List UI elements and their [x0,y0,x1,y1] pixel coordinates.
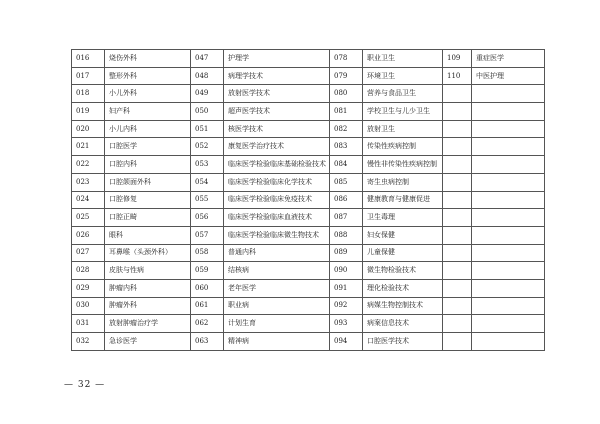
specialty-code-cell: 055 [191,191,224,209]
specialty-name-cell: 口腔医学技术 [363,333,443,351]
specialty-name-cell: 健康教育与健康促进 [363,191,443,209]
specialty-name-cell: 精神病 [224,333,330,351]
specialty-code-cell [443,191,472,209]
specialty-name-cell: 临床医学检验临床免疫技术 [224,191,330,209]
specialty-code-cell: 078 [330,50,363,68]
specialty-name-cell: 超声医学技术 [224,103,330,121]
specialty-code-cell: 056 [191,209,224,227]
specialty-name-cell: 普通内科 [224,244,330,262]
specialty-code-cell [443,244,472,262]
specialty-name-cell: 职业卫生 [363,50,443,68]
page-number: — 32 — [64,380,106,390]
specialty-name-cell: 放射医学技术 [224,85,330,103]
specialty-code-cell: 021 [72,138,105,156]
table-row [72,333,545,351]
specialty-code-cell: 028 [72,262,105,280]
table-row [72,173,545,191]
specialty-name-cell [472,244,545,262]
table-row [72,226,545,244]
table-row [72,262,545,280]
specialty-code-cell: 031 [72,315,105,333]
specialty-code-cell: 059 [191,262,224,280]
specialty-code-cell [443,156,472,174]
specialty-code-cell: 025 [72,209,105,227]
specialty-code-cell: 050 [191,103,224,121]
specialty-code-cell [443,297,472,315]
specialty-table-container [71,49,545,351]
table-row [72,138,545,156]
specialty-code-cell: 085 [330,173,363,191]
specialty-code-cell: 110 [443,67,472,85]
specialty-code-cell [443,333,472,351]
specialty-code-cell [443,103,472,121]
table-row [72,315,545,333]
specialty-name-cell: 口腔颌面外科 [105,173,191,191]
specialty-code-cell: 052 [191,138,224,156]
specialty-name-cell: 小儿外科 [105,85,191,103]
specialty-code-cell [443,85,472,103]
specialty-code-cell: 087 [330,209,363,227]
specialty-code-cell: 047 [191,50,224,68]
specialty-code-cell: 109 [443,50,472,68]
specialty-name-cell: 学校卫生与儿少卫生 [363,103,443,121]
specialty-name-cell: 职业病 [224,297,330,315]
table-row [72,156,545,174]
specialty-name-cell: 整形外科 [105,67,191,85]
specialty-code-cell: 063 [191,333,224,351]
specialty-code-cell: 030 [72,297,105,315]
specialty-code-cell: 079 [330,67,363,85]
specialty-name-cell: 传染性疾病控制 [363,138,443,156]
specialty-name-cell: 计划生育 [224,315,330,333]
table-row [72,244,545,262]
specialty-code-cell: 088 [330,226,363,244]
table-row [72,279,545,297]
specialty-name-cell: 放射卫生 [363,120,443,138]
specialty-name-cell: 临床医学检验临床化学技术 [224,173,330,191]
specialty-name-cell: 结核病 [224,262,330,280]
specialty-name-cell [472,333,545,351]
specialty-name-cell: 口腔医学 [105,138,191,156]
specialty-code-cell: 091 [330,279,363,297]
specialty-name-cell: 妇女保健 [363,226,443,244]
specialty-code-cell: 082 [330,120,363,138]
table-row [72,191,545,209]
specialty-code-cell: 048 [191,67,224,85]
specialty-code-cell: 016 [72,50,105,68]
specialty-name-cell: 慢性非传染性疾病控制 [363,156,443,174]
specialty-name-cell: 卫生毒理 [363,209,443,227]
specialty-code-cell: 057 [191,226,224,244]
specialty-name-cell: 肿瘤外科 [105,297,191,315]
specialty-code-cell: 017 [72,67,105,85]
specialty-name-cell: 营养与食品卫生 [363,85,443,103]
specialty-name-cell: 病案信息技术 [363,315,443,333]
specialty-name-cell: 老年医学 [224,279,330,297]
specialty-code-cell: 019 [72,103,105,121]
specialty-code-cell [443,209,472,227]
specialty-code-cell: 080 [330,85,363,103]
specialty-code-cell [443,262,472,280]
specialty-code-cell: 081 [330,103,363,121]
specialty-name-cell: 皮肤与性病 [105,262,191,280]
specialty-name-cell [472,138,545,156]
table-row [72,85,545,103]
specialty-code-cell: 083 [330,138,363,156]
specialty-name-cell: 烧伤外科 [105,50,191,68]
specialty-name-cell: 重症医学 [472,50,545,68]
specialty-name-cell: 急诊医学 [105,333,191,351]
specialty-code-cell: 024 [72,191,105,209]
specialty-name-cell: 病媒生物控制技术 [363,297,443,315]
specialty-name-cell: 康复医学治疗技术 [224,138,330,156]
specialty-name-cell: 眼科 [105,226,191,244]
specialty-name-cell: 临床医学检验临床微生物技术 [224,226,330,244]
specialty-code-cell [443,226,472,244]
specialty-name-cell: 口腔内科 [105,156,191,174]
table-row [72,67,545,85]
table-row [72,297,545,315]
specialty-code-cell: 093 [330,315,363,333]
table-row [72,103,545,121]
specialty-name-cell: 口腔正畸 [105,209,191,227]
specialty-name-cell [472,173,545,191]
specialty-code-cell: 018 [72,85,105,103]
specialty-name-cell [472,156,545,174]
specialty-code-cell: 053 [191,156,224,174]
specialty-code-cell [443,315,472,333]
specialty-name-cell: 口腔修复 [105,191,191,209]
specialty-name-cell [472,262,545,280]
specialty-code-cell [443,120,472,138]
table-row [72,50,545,68]
specialty-code-cell [443,173,472,191]
specialty-code-cell: 094 [330,333,363,351]
specialty-code-cell: 032 [72,333,105,351]
specialty-code-cell: 092 [330,297,363,315]
specialty-name-cell: 核医学技术 [224,120,330,138]
specialty-name-cell [472,191,545,209]
specialty-code-cell: 049 [191,85,224,103]
specialty-code-cell: 062 [191,315,224,333]
specialty-code-cell: 060 [191,279,224,297]
specialty-name-cell: 肿瘤内科 [105,279,191,297]
specialty-name-cell: 放射肿瘤治疗学 [105,315,191,333]
specialty-name-cell: 耳鼻喉（头颈外科） [105,244,191,262]
specialty-name-cell [472,209,545,227]
specialty-name-cell: 中医护理 [472,67,545,85]
specialty-name-cell [472,279,545,297]
specialty-code-cell: 086 [330,191,363,209]
specialty-code-cell: 027 [72,244,105,262]
specialty-name-cell: 妇产科 [105,103,191,121]
specialty-name-cell: 临床医学检验临床基础检验技术 [224,156,330,174]
specialty-name-cell: 环境卫生 [363,67,443,85]
specialty-name-cell: 护理学 [224,50,330,68]
specialty-name-cell: 儿童保健 [363,244,443,262]
specialty-code-cell: 058 [191,244,224,262]
specialty-name-cell [472,297,545,315]
specialty-code-cell: 023 [72,173,105,191]
specialty-code-cell: 089 [330,244,363,262]
specialty-code-cell: 090 [330,262,363,280]
specialty-code-cell: 084 [330,156,363,174]
specialty-name-cell [472,226,545,244]
specialty-name-cell: 理化检验技术 [363,279,443,297]
specialty-code-cell: 020 [72,120,105,138]
specialty-name-cell: 微生物检验技术 [363,262,443,280]
specialty-name-cell: 寄生虫病控制 [363,173,443,191]
specialty-code-cell: 029 [72,279,105,297]
specialty-name-cell [472,85,545,103]
specialty-name-cell [472,315,545,333]
specialty-name-cell: 临床医学检验临床血液技术 [224,209,330,227]
specialty-code-cell: 061 [191,297,224,315]
specialty-code-cell: 051 [191,120,224,138]
specialty-code-cell [443,279,472,297]
specialty-code-cell: 022 [72,156,105,174]
specialty-code-cell: 026 [72,226,105,244]
specialty-name-cell [472,103,545,121]
specialty-name-cell: 病理学技术 [224,67,330,85]
table-row [72,120,545,138]
specialty-table-body [72,50,545,351]
specialty-code-cell: 054 [191,173,224,191]
specialty-name-cell: 小儿内科 [105,120,191,138]
specialty-table [71,49,545,351]
specialty-name-cell [472,120,545,138]
specialty-code-cell [443,138,472,156]
table-row [72,209,545,227]
